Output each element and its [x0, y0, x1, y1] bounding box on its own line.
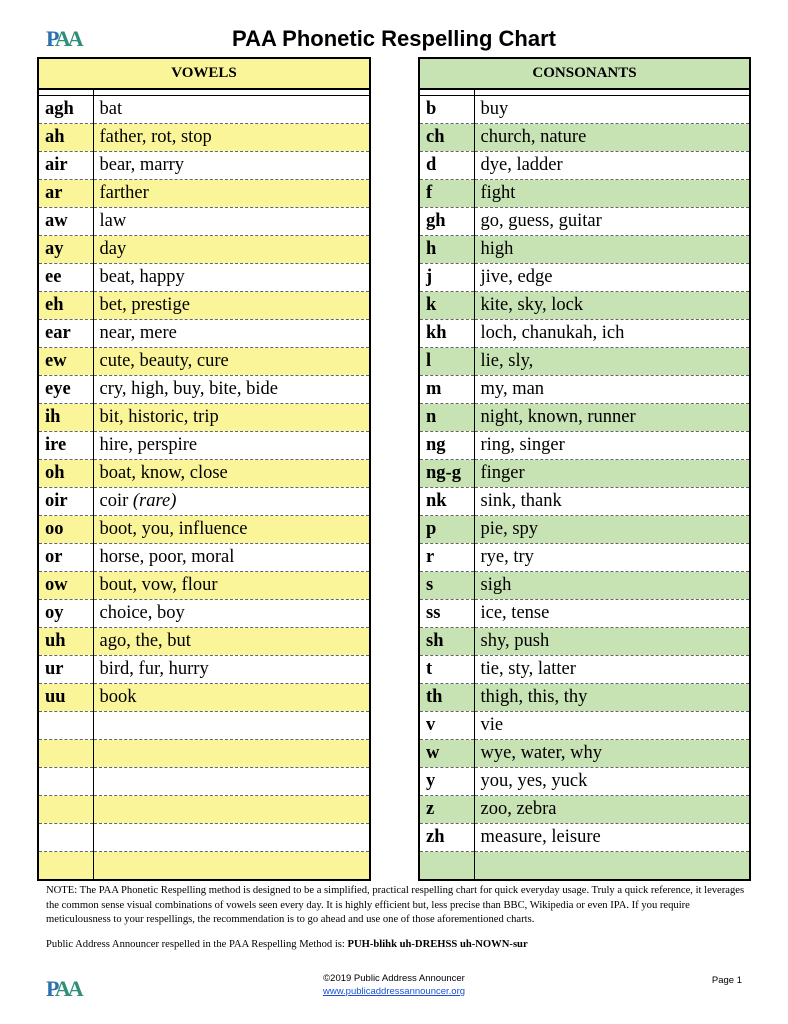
symbol-cell: ih [38, 404, 93, 432]
symbol-cell: ng [419, 432, 474, 460]
examples-text: fight [480, 183, 516, 203]
examples-text: boot, you, influence [99, 519, 248, 539]
examples-cell [474, 404, 750, 432]
examples-text: pie, spy [480, 519, 539, 539]
table-row [38, 348, 370, 376]
table-row [38, 292, 370, 320]
examples-cell [93, 516, 370, 544]
table-row [38, 852, 370, 881]
table-row [38, 516, 370, 544]
symbol-cell: oy [38, 600, 93, 628]
symbol-cell: air [38, 152, 93, 180]
examples-text: jive, edge [480, 267, 553, 287]
paa-logo: PAA [46, 26, 81, 51]
table-row [419, 656, 750, 684]
examples-text: loch, chanukah, ich [480, 323, 625, 343]
symbol-cell: v [419, 712, 474, 740]
examples-cell [93, 236, 370, 264]
examples-cell [474, 516, 750, 544]
symbol-cell: f [419, 180, 474, 208]
symbol-cell: or [38, 544, 93, 572]
symbol-cell: y [419, 768, 474, 796]
examples-cell [93, 264, 370, 292]
examples-text: day [99, 239, 127, 259]
page-number: Page 1 [711, 975, 742, 986]
table-row [38, 628, 370, 656]
examples-text: beat, happy [99, 267, 185, 287]
symbol-cell: d [419, 152, 474, 180]
vowels-header: VOWELS [38, 58, 370, 89]
table-row [419, 544, 750, 572]
symbol-cell: ch [419, 124, 474, 152]
symbol-cell: ng-g [419, 460, 474, 488]
examples-cell [474, 796, 750, 824]
examples-cell [474, 740, 750, 768]
symbol-cell [38, 824, 93, 852]
examples-cell [474, 656, 750, 684]
examples-cell [93, 152, 370, 180]
consonants-header: CONSONANTS [419, 58, 750, 89]
examples-text: tie, sty, latter [480, 659, 576, 679]
table-row [38, 572, 370, 600]
examples-cell [474, 712, 750, 740]
examples-cell [474, 96, 750, 124]
examples-cell [93, 460, 370, 488]
examples-text: bear, marry [99, 155, 185, 175]
footer [0, 972, 788, 1001]
examples-cell [474, 544, 750, 572]
examples-text: choice, boy [99, 603, 185, 623]
symbol-cell: t [419, 656, 474, 684]
symbol-cell: uu [38, 684, 93, 712]
symbol-cell: j [419, 264, 474, 292]
symbol-cell: eye [38, 376, 93, 404]
examples-text: go, guess, guitar [480, 211, 602, 231]
table-row [38, 96, 370, 124]
examples-cell [474, 236, 750, 264]
symbol-cell: ss [419, 600, 474, 628]
table-row [419, 292, 750, 320]
examples-text: boat, know, close [99, 463, 228, 483]
table-row [38, 684, 370, 712]
examples-cell [474, 460, 750, 488]
examples-cell [93, 796, 370, 824]
examples-text: bat [99, 99, 123, 119]
examples-cell [474, 432, 750, 460]
examples-text: zoo, zebra [480, 799, 557, 819]
examples-text: dye, ladder [480, 155, 563, 175]
examples-text: sigh [480, 575, 512, 595]
symbol-cell: aw [38, 208, 93, 236]
examples-text: ice, tense [480, 603, 550, 623]
examples-cell [93, 544, 370, 572]
examples-text: ring, singer [480, 435, 565, 455]
examples-text: horse, poor, moral [99, 547, 235, 567]
symbol-cell: b [419, 96, 474, 124]
table-row [38, 824, 370, 852]
examples-cell [93, 404, 370, 432]
table-row [419, 376, 750, 404]
examples-cell [93, 292, 370, 320]
table-row [419, 488, 750, 516]
symbol-cell: n [419, 404, 474, 432]
examples-text: shy, push [480, 631, 550, 651]
symbol-cell [38, 796, 93, 824]
table-row [419, 320, 750, 348]
table-row [419, 152, 750, 180]
examples-cell [474, 152, 750, 180]
symbol-cell: r [419, 544, 474, 572]
symbol-cell: oh [38, 460, 93, 488]
symbol-cell: k [419, 292, 474, 320]
examples-cell [474, 264, 750, 292]
table-row [419, 796, 750, 824]
paa-footer-logo: PAA [46, 976, 81, 1001]
examples-text: finger [480, 463, 525, 483]
symbol-cell: ow [38, 572, 93, 600]
examples-cell [474, 600, 750, 628]
table-row [38, 488, 370, 516]
table-row [38, 740, 370, 768]
examples-text: kite, sky, lock [480, 295, 584, 315]
table-row [38, 600, 370, 628]
examples-text: farther [99, 183, 149, 203]
examples-cell [93, 768, 370, 796]
examples-cell [93, 348, 370, 376]
symbol-cell: uh [38, 628, 93, 656]
respell-example [46, 939, 746, 950]
table-row [419, 404, 750, 432]
examples-text: buy [480, 99, 509, 119]
symbol-cell: s [419, 572, 474, 600]
table-row [419, 124, 750, 152]
table-row [38, 404, 370, 432]
examples-text: cute, beauty, cure [99, 351, 229, 371]
examples-text: bird, fur, hurry [99, 659, 209, 679]
table-row [419, 572, 750, 600]
examples-text: rye, try [480, 547, 534, 567]
examples-cell [93, 712, 370, 740]
table-row [419, 208, 750, 236]
examples-cell [93, 432, 370, 460]
table-row [38, 656, 370, 684]
table-row [419, 264, 750, 292]
symbol-cell: agh [38, 96, 93, 124]
examples-cell [474, 124, 750, 152]
symbol-cell: ear [38, 320, 93, 348]
symbol-cell: ah [38, 124, 93, 152]
examples-text: near, mere [99, 323, 177, 343]
examples-text: you, yes, yuck [480, 771, 588, 791]
symbol-cell: oir [38, 488, 93, 516]
symbol-cell: p [419, 516, 474, 544]
table-row [38, 712, 370, 740]
examples-text: law [99, 211, 127, 231]
examples-cell [93, 320, 370, 348]
table-row [38, 236, 370, 264]
examples-cell [474, 292, 750, 320]
table-row [419, 460, 750, 488]
table-row [419, 684, 750, 712]
examples-cell [474, 348, 750, 376]
note-text: NOTE: The PAA Phonetic Respelling method is designed to be a simplified, practical respelling chart for quick everyday usage. Truly a quick reference, it leverages the common sense visual combinations of vowels seen every day. It is highly efficient but, less precise than BBC, Wikipedia or even IPA. If you require meticulousness to your respellings, the recommendation is to go ahead and use one of those aforementioned charts. [46, 885, 745, 925]
examples-cell [474, 852, 750, 881]
examples-text: wye, water, why [480, 743, 603, 763]
examples-text: high [480, 239, 514, 259]
examples-cell [93, 488, 370, 516]
table-row [38, 544, 370, 572]
symbol-cell: gh [419, 208, 474, 236]
examples-cell [93, 824, 370, 852]
examples-note: (rare) [132, 491, 177, 511]
symbol-cell: nk [419, 488, 474, 516]
examples-cell [474, 824, 750, 852]
examples-text: bout, vow, flour [99, 575, 218, 595]
table-row [38, 124, 370, 152]
examples-cell [474, 768, 750, 796]
table-row [38, 208, 370, 236]
symbol-cell: z [419, 796, 474, 824]
table-row [419, 600, 750, 628]
respell-prefix: Public Address Announcer respelled in the PAA Respelling Method is: [46, 939, 348, 950]
symbol-cell: kh [419, 320, 474, 348]
table-row [38, 180, 370, 208]
table-row [38, 768, 370, 796]
table-row [419, 768, 750, 796]
examples-cell [474, 488, 750, 516]
symbol-cell: m [419, 376, 474, 404]
consonants-table [418, 57, 751, 881]
examples-cell [474, 320, 750, 348]
examples-text: measure, leisure [480, 827, 601, 847]
examples-cell [474, 572, 750, 600]
symbol-cell: h [419, 236, 474, 264]
symbol-cell [38, 712, 93, 740]
examples-text: church, nature [480, 127, 587, 147]
table-row [38, 264, 370, 292]
symbol-cell: ire [38, 432, 93, 460]
examples-text: vie [480, 715, 504, 735]
examples-cell [474, 208, 750, 236]
table-row [419, 852, 750, 881]
examples-cell [93, 740, 370, 768]
table-row [419, 348, 750, 376]
page-title: PAA Phonetic Respelling Chart [232, 26, 556, 51]
examples-text: lie, sly, [480, 351, 534, 371]
examples-cell [93, 852, 370, 881]
examples-cell [93, 208, 370, 236]
table-row [419, 824, 750, 852]
table-row [38, 796, 370, 824]
symbol-cell [38, 852, 93, 881]
examples-cell [93, 628, 370, 656]
symbol-cell: ew [38, 348, 93, 376]
examples-cell [474, 376, 750, 404]
symbol-cell: eh [38, 292, 93, 320]
symbol-cell: sh [419, 628, 474, 656]
examples-text: thigh, this, thy [480, 687, 588, 707]
vowels-table [37, 57, 371, 881]
table-row [38, 376, 370, 404]
table-row [419, 432, 750, 460]
table-row [419, 628, 750, 656]
examples-cell [93, 376, 370, 404]
symbol-cell: ar [38, 180, 93, 208]
table-row [419, 96, 750, 124]
table-row [419, 236, 750, 264]
table-row [38, 432, 370, 460]
examples-cell [93, 96, 370, 124]
symbol-cell: ay [38, 236, 93, 264]
table-row [38, 460, 370, 488]
table-row [38, 320, 370, 348]
examples-text: coir [99, 491, 129, 511]
examples-cell [93, 180, 370, 208]
respell-value: PUH-blihk uh-DREHSS uh-NOWN-sur [347, 939, 528, 950]
examples-text: father, rot, stop [99, 127, 212, 147]
examples-text: night, known, runner [480, 407, 636, 427]
examples-text: sink, thank [480, 491, 562, 511]
symbol-cell: zh [419, 824, 474, 852]
examples-cell [93, 684, 370, 712]
table-row [38, 152, 370, 180]
examples-cell [474, 684, 750, 712]
examples-cell [93, 600, 370, 628]
symbol-cell [38, 740, 93, 768]
symbol-cell: th [419, 684, 474, 712]
table-row [419, 180, 750, 208]
footer-copyright: ©2019 Public Address Announcer [323, 973, 465, 984]
examples-text: my, man [480, 379, 545, 399]
symbol-cell: w [419, 740, 474, 768]
examples-text: cry, high, buy, bite, bide [99, 379, 278, 399]
symbol-cell [38, 768, 93, 796]
footer-url-link[interactable]: www.publicaddressannouncer.org [322, 986, 466, 997]
examples-text: hire, perspire [99, 435, 198, 455]
table-row [419, 740, 750, 768]
examples-text: bet, prestige [99, 295, 190, 315]
examples-cell [93, 124, 370, 152]
symbol-cell: oo [38, 516, 93, 544]
examples-text: bit, historic, trip [99, 407, 219, 427]
table-row [419, 516, 750, 544]
examples-cell [93, 656, 370, 684]
symbol-cell: ee [38, 264, 93, 292]
examples-text: book [99, 687, 137, 707]
examples-text: ago, the, but [99, 631, 191, 651]
examples-cell [474, 628, 750, 656]
examples-cell [474, 180, 750, 208]
examples-cell [93, 572, 370, 600]
symbol-cell: ur [38, 656, 93, 684]
symbol-cell: l [419, 348, 474, 376]
table-row [419, 712, 750, 740]
symbol-cell [419, 852, 474, 881]
